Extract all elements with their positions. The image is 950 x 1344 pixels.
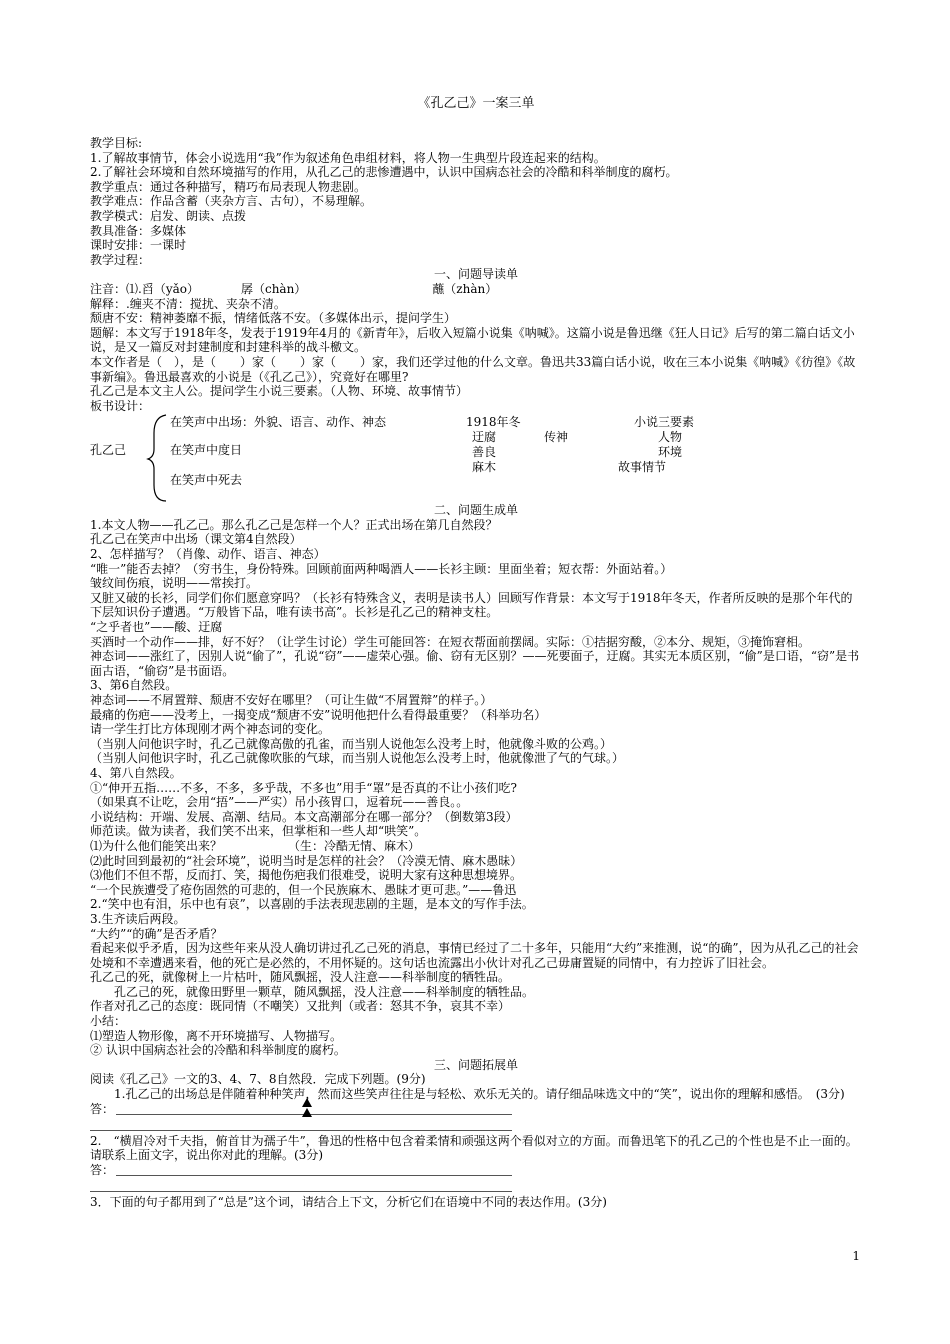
board-element: 人物 bbox=[658, 430, 683, 445]
section2-line: ② 认识中国病态社会的冷酷和科举制度的腐朽。 bbox=[90, 1043, 346, 1058]
section2-line: （如果真不让吃，会用“捂”——严实）吊小孩胃口，逗着玩——善良。。 bbox=[90, 795, 469, 810]
answer-rule bbox=[90, 1191, 512, 1192]
section2-line: 神态词——不屑置辩、颓唐不安好在哪里？（可让生做“不屑置辩”的样子。） bbox=[90, 693, 493, 707]
section2-line: 孔乙己的死，就像田野里一颗草，随风飘摇，没人注意——科举制度的牺牲品。 bbox=[90, 984, 535, 999]
answer-area-2[interactable] bbox=[90, 1163, 862, 1179]
section-heading: 一、问题导读单 bbox=[433, 267, 518, 282]
pronunciation-line: 注音：⑴.舀（yǎo） 孱（chàn） 蘸（zhàn） bbox=[90, 281, 498, 296]
triangle-marker-icon bbox=[302, 1108, 312, 1117]
section2-line: 皱纹间伤痕，说明——常挨打。 bbox=[90, 576, 259, 591]
section1-line: 颓唐不安：精神萎靡不振，情绪低落不安。（多媒体出示，提问学生） bbox=[90, 311, 457, 326]
intro-line: 教学目标: bbox=[90, 136, 143, 150]
section2-line: ⑵此时回到最初的“社会环境”，说明当时是怎样的社会？（冷漠无情、麻木愚昧） bbox=[90, 853, 523, 868]
section2-line: 买酒时一个动作——排，好不好？（让学生讨论）学生可能回答：在短衣帮面前摆阔。实际：①拮据穷酸，②本分、规矩，③掩饰窘相。 bbox=[90, 634, 811, 649]
section2-line: 2.“笑中也有泪，乐中也有哀”，以喜剧的手法表现悲剧的主题，是本文的写作手法。 bbox=[90, 897, 534, 912]
curly-brace bbox=[146, 413, 168, 503]
section2-line: 师范读。做为读者，我们笑不出来，但掌柜和一些人却“哄笑”。 bbox=[90, 824, 427, 839]
board-name: 孔乙己 bbox=[90, 443, 127, 458]
section1-line: 本文作者是（ ），是（ ）家（ ）家（ ）家，我们还学过他的什么文章。鲁迅共33篇白话小说，收在三本小说集《呐喊》《彷徨》《故事新编》。鲁迅最喜欢的小说是（《孔乙己》），究竟好在哪里? bbox=[90, 354, 856, 384]
answer-area-1b[interactable] bbox=[90, 1118, 862, 1134]
answer-area-1[interactable] bbox=[90, 1102, 862, 1118]
triangle-marker-icon bbox=[302, 1098, 312, 1107]
section2-line: ⑶他们不但不帮，反而打、笑，揭他伤疤我们很难受，说明大家有这种思想境界。 bbox=[90, 868, 523, 883]
document-page bbox=[90, 96, 862, 1209]
answer-rule bbox=[116, 1114, 512, 1115]
section2-line: 小结： bbox=[90, 1014, 127, 1029]
section2-line: 神态词——涨红了，因别人说“偷了”，孔说“窃”——虚荣心强。偷、窃有无区别？——死要面子，迂腐。其实无本质区别，“偷”是口语，“窃”是书面古语，“偷窃”是书面语。 bbox=[90, 649, 860, 678]
board-trait: 麻木 bbox=[472, 460, 497, 475]
answer-rule bbox=[90, 1130, 512, 1131]
section-heading: 三、问题拓展单 bbox=[433, 1057, 518, 1072]
intro-line: 教学重点：通过各种描写，精巧布局表现人物悲剧。 bbox=[90, 179, 367, 194]
board-element: 环境 bbox=[658, 445, 683, 460]
section1-line: 题解：本文写于1918年冬，发表于1919年4月的《新青年》，后收入短篇小说集《呐喊》。这篇小说是鲁迅继《狂人日记》后写的第二篇白话文小说，是又一篇反对封建制度和封建科举的战斗檄文。 bbox=[90, 325, 855, 355]
board-trait: 迂腐 bbox=[472, 430, 497, 445]
answer-label: 答： bbox=[90, 1101, 115, 1116]
section2-line: 孔乙己在笑声中出场（课文第4自然段） bbox=[90, 532, 302, 547]
intro-line: 教具准备：多媒体 bbox=[90, 223, 187, 238]
section-heading: 二、问题生成单 bbox=[433, 503, 518, 518]
section2-line: 3、第6自然段。 bbox=[90, 678, 178, 693]
page-number: 1 bbox=[852, 1249, 860, 1263]
section1-line: 孔乙己是本文主人公。提问学生小说三要素。（人物、环境、故事情节） bbox=[90, 384, 469, 399]
section1-line: 板书设计： bbox=[90, 398, 151, 413]
section2-line: （当别人问他识字时，孔乙己就像吹胀的气球，而当别人说他怎么没考上时，他就像泄了气的气球。） bbox=[90, 751, 625, 766]
intro-line: 课时安排：一课时 bbox=[90, 238, 187, 253]
section2-body bbox=[90, 518, 862, 1058]
question-1: 1.孔乙己的出场总是伴随着种种笑声，然而这些笑声往往是与轻松、欢乐无关的。请仔细品味选文中的“笑”，说出你的理解和感悟。 (3分) bbox=[90, 1087, 845, 1102]
section2-line: 4、第八自然段。 bbox=[90, 765, 182, 780]
section2-line: 3.生齐读后两段。 bbox=[90, 911, 186, 926]
board-branch: 在笑声中死去 bbox=[170, 473, 243, 488]
answer-label: 答： bbox=[90, 1162, 115, 1177]
section2-line: “一个民族遭受了疮伤固然的可悲的，但一个民族麻木、愚昧才更可悲。”——鲁迅 bbox=[90, 882, 517, 897]
section1-line: 解释：.缠夹不清：搅扰、夹杂不清。 bbox=[90, 296, 286, 311]
board-element: 故事情节 bbox=[618, 460, 667, 475]
board-middle: 传神 bbox=[544, 430, 569, 445]
board-branch: 在笑声中出场：外貌、语言、动作、神态 bbox=[170, 415, 387, 430]
question-2: 2. “横眉冷对千夫指，俯首甘为孺子牛”，鲁迅的性格中包含着柔情和顽强这两个看似对立的方面。而鲁迅笔下的孔乙己的个性也是不止一面的。请联系上面文字，说出你对此的理解。(3分) bbox=[90, 1133, 858, 1163]
section2-line: ⑴塑造人物形像，离不开环境描写、人物描写。 bbox=[90, 1028, 343, 1043]
exercise-intro: 阅读《孔乙己》一文的3、4、7、8自然段．完成下列题。(9分) bbox=[90, 1072, 426, 1087]
intro-line: 教学过程： bbox=[90, 252, 151, 267]
section2-line: “大约”“的确”是否矛盾？ bbox=[90, 926, 223, 941]
document-title: 《孔乙己》一案三单 bbox=[417, 96, 535, 111]
intro-line: 教学难点：作品含蓄（夹杂方言、古句），不易理解。 bbox=[90, 194, 373, 209]
board-elements-title: 小说三要素 bbox=[634, 415, 695, 430]
section2-line: 作者对孔乙己的态度：既同情（不嘲笑）又批判（或者：怒其不争，哀其不幸） bbox=[90, 999, 511, 1014]
section2-line: 最痛的伤疤——没考上，一揭变成“颓唐不安”说明他把什么看得最重要？（科举功名） bbox=[90, 707, 547, 722]
section2-line: 又脏又破的长衫，同学们你们愿意穿吗？（长衫有特殊含义，表明是读书人）回顾写作背景：本文写于1918年冬天，作者所反映的是那个年代的下层知识份子遭遇。“万般皆下品，唯有读书高”。长衫是孔乙己的精神支柱。 bbox=[90, 590, 853, 620]
answer-area-2b[interactable] bbox=[90, 1179, 862, 1195]
board-year: 1918年冬 bbox=[466, 415, 521, 430]
intro-line: 2.了解社会环境和自然环境描写的作用，从孔乙己的悲惨遭遇中，认识中国病态社会的冷酷和科举制度的腐朽。 bbox=[90, 165, 678, 180]
board-branch: 在笑声中度日 bbox=[170, 443, 243, 458]
intro-block bbox=[90, 136, 862, 267]
question-3: 3．下面的句子都用到了“总是”这个词，请结合上下文，分析它们在语境中不同的表达作用。(3分) bbox=[90, 1194, 607, 1209]
intro-line: 教学模式：启发、朗读、点拨 bbox=[90, 208, 247, 223]
section2-line: 2、怎样描写？（肖像、动作、语言、神态） bbox=[90, 547, 326, 562]
section2-line: （当别人问他识字时，孔乙己就像高傲的孔雀，而当别人说他怎么没考上时，他就像斗败的公鸡。） bbox=[90, 736, 613, 751]
section2-line: 小说结构：开端、发展、高潮、结局。本文高潮部分在哪一部分？（倒数第3段） bbox=[90, 809, 518, 824]
section2-line: ⑴为什么他们能笑出来？ （生：冷酷无情、麻木） bbox=[90, 838, 421, 853]
blackboard-design bbox=[90, 413, 862, 503]
board-trait: 善良 bbox=[472, 445, 497, 460]
section2-line: ①“伸开五指……不多，不多，多乎哉，不多也”用手“罩”是否真的不让小孩们吃? bbox=[90, 780, 517, 795]
section2-line: 孔乙己的死，就像树上一片枯叶，随风飘摇，没人注意——科举制度的牺牲品。 bbox=[90, 970, 511, 985]
section2-line: 请一学生打比方体现刚才两个神态词的变化。 bbox=[90, 722, 331, 737]
section2-line: 1.本文人物——孔乙己。那么孔乙己是怎样一个人？正式出场在第几自然段？ bbox=[90, 517, 498, 532]
section2-line: “唯一”能否去掉？（穷书生，身份特殊。回顾前面两种喝酒人——长衫主顾：里面坐着；短衣帮：外面站着。） bbox=[90, 561, 673, 576]
section2-line: 看起来似乎矛盾，因为这些年来从没人确切讲过孔乙己死的消息，事情已经过了二十多年，只能用“大约”来推测，说“的确”，因为从孔乙己的社会处境和不幸遭遇来看，他的死亡是必然的，不用怀疑的。这句话也流露出小伙计对孔乙己毋庸置疑的同情中，有力控诉了旧社会。 bbox=[90, 941, 859, 970]
intro-line: 1.了解故事情节，体会小说选用“我”作为叙述角色串组材料，将人物一生典型片段连起来的结构。 bbox=[90, 150, 606, 165]
answer-rule bbox=[116, 1175, 512, 1176]
section2-line: “之乎者也”——酸、迂腐 bbox=[90, 620, 223, 635]
